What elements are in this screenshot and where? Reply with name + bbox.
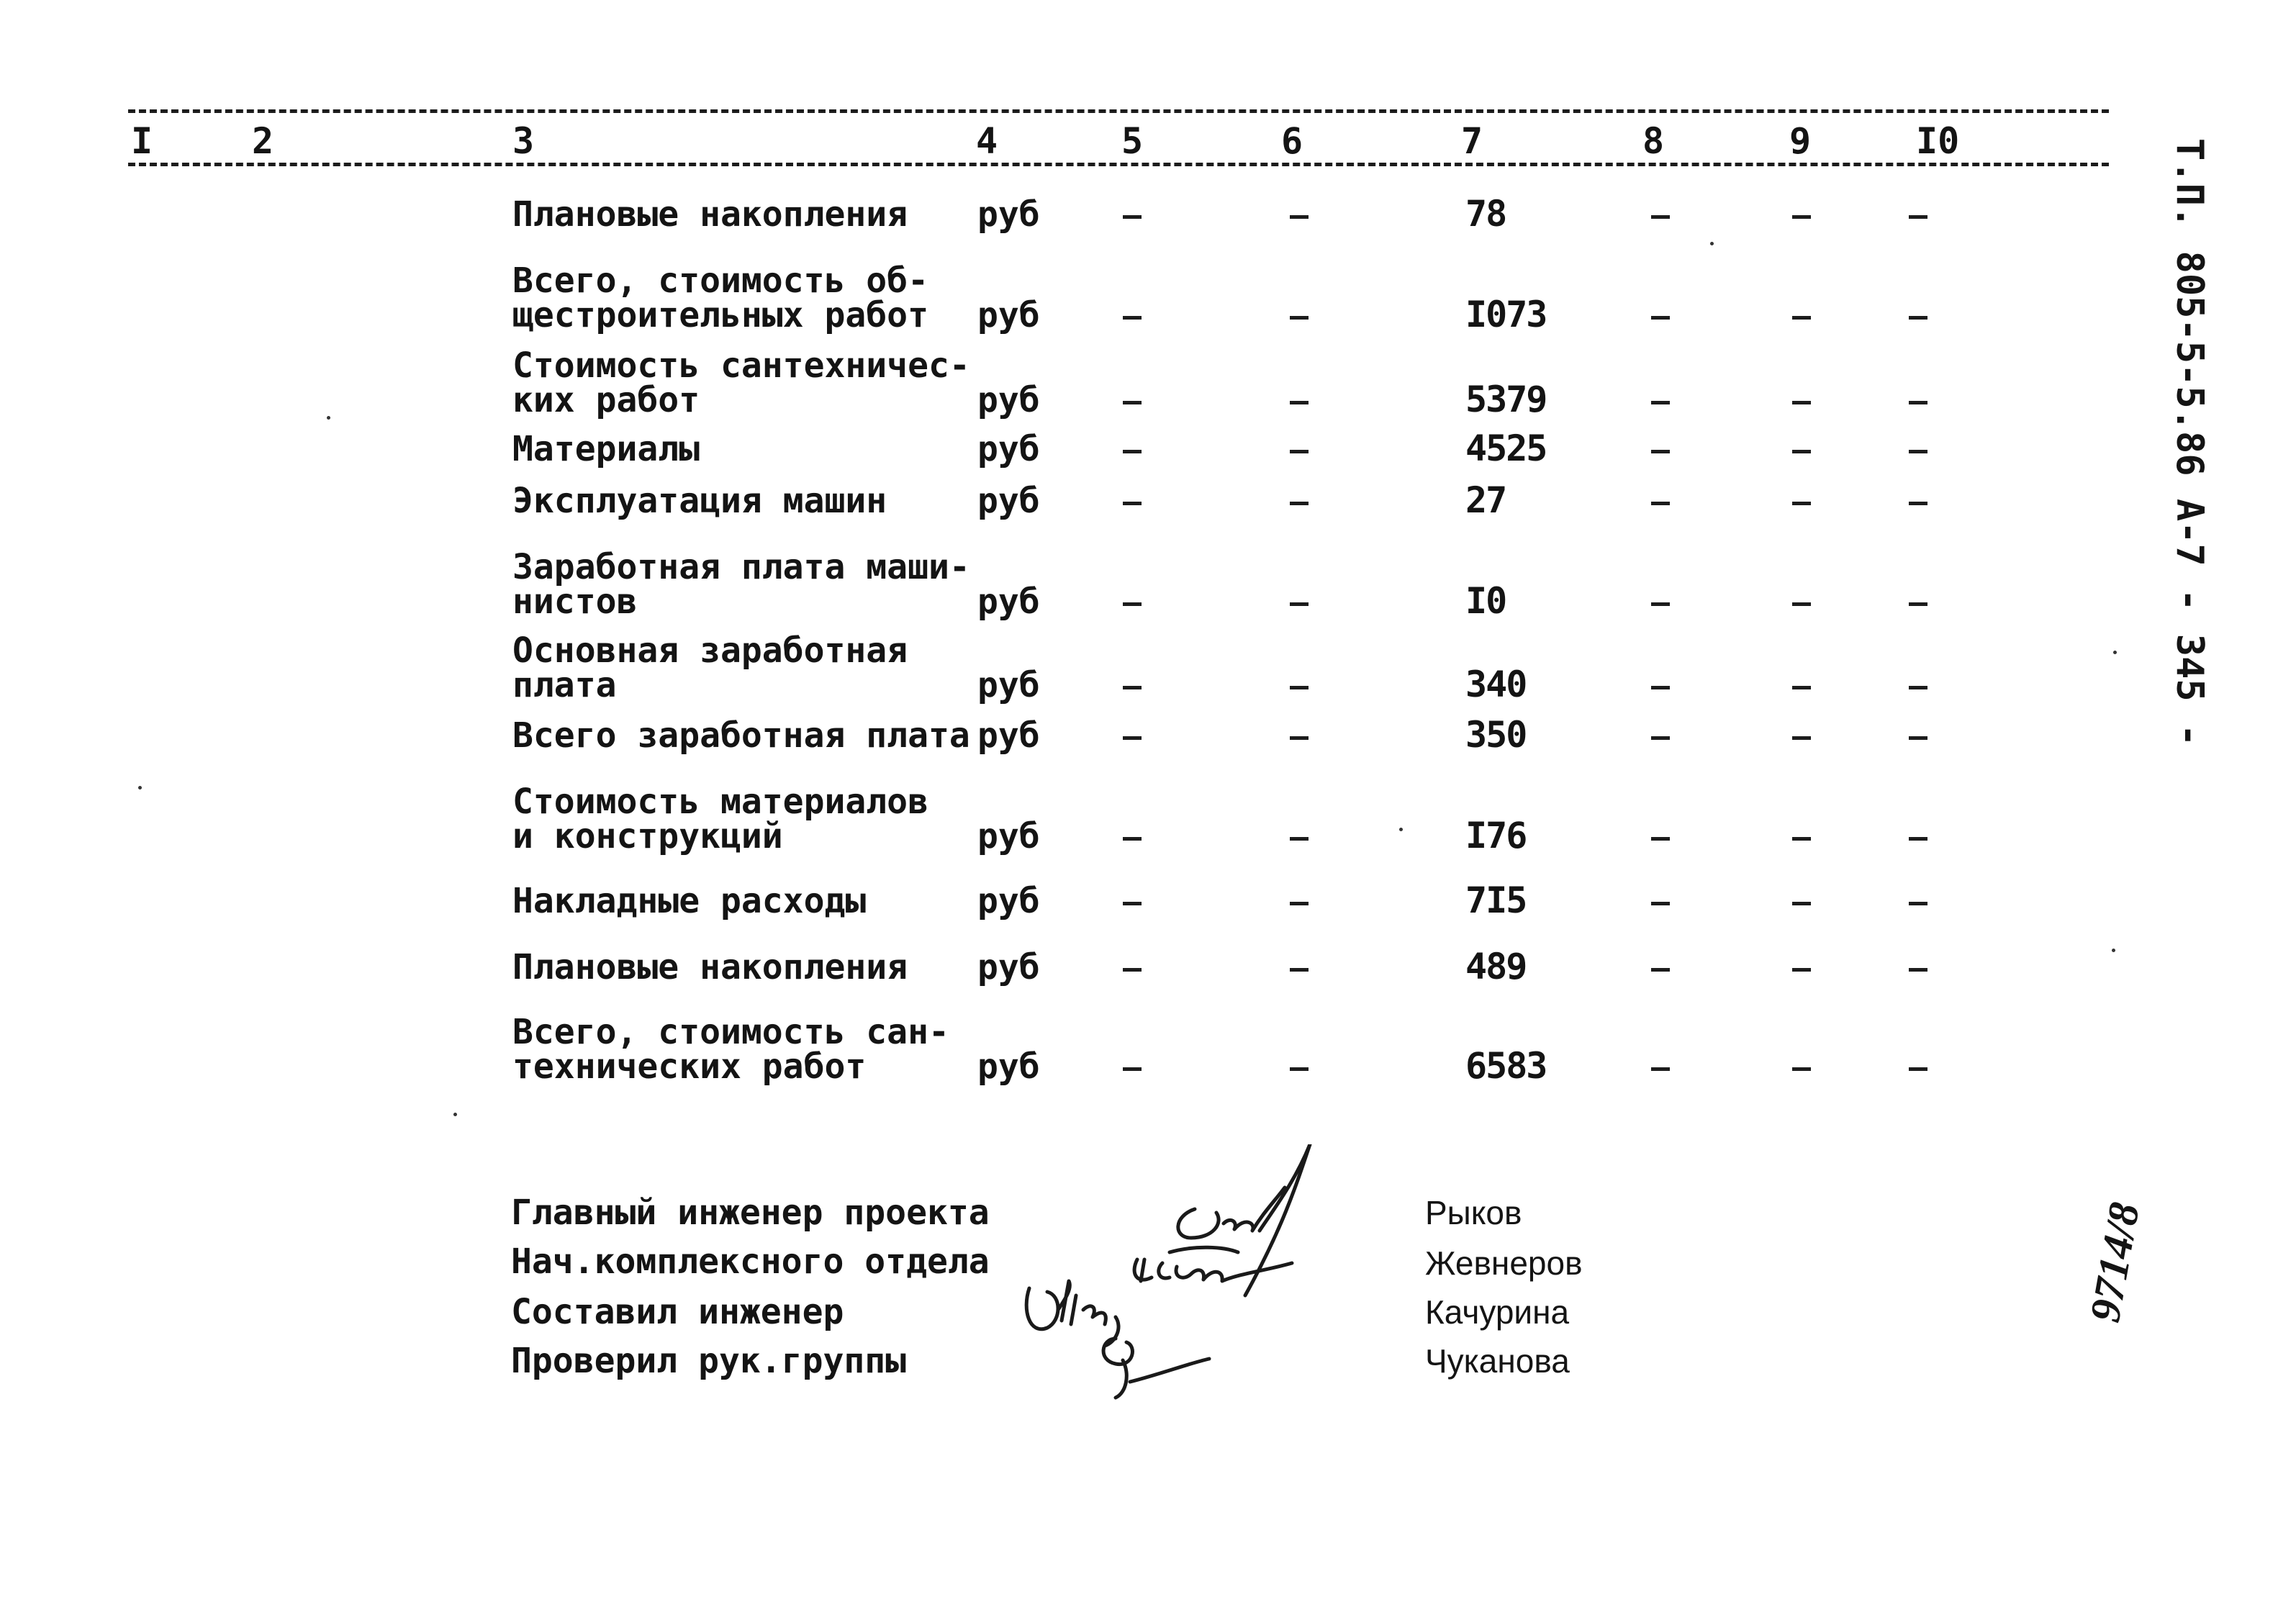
row-unit: руб — [977, 295, 1040, 335]
row-name: Накладные расходы — [512, 881, 867, 921]
empty-cell-dash — [1909, 602, 1927, 606]
row-name: Всего, стоимость об- щестроительных работ — [512, 261, 928, 335]
table-row — [0, 189, 2087, 235]
empty-cell-dash — [1909, 736, 1927, 740]
row-name: Плановые накопления — [512, 947, 908, 987]
scan-speck — [2113, 651, 2117, 654]
row-unit: руб — [977, 715, 1040, 756]
empty-cell-dash — [1651, 401, 1670, 404]
row-name: Всего, стоимость сан- технических работ — [512, 1012, 949, 1087]
column-header-10: I0 — [1916, 120, 1960, 162]
empty-cell-dash — [1290, 316, 1309, 320]
row-value: I76 — [1465, 815, 1527, 856]
signatory-name: Чуканова — [1425, 1342, 1570, 1380]
empty-cell-dash — [1123, 968, 1142, 972]
scan-speck — [138, 786, 142, 790]
empty-cell-dash — [1290, 1067, 1309, 1071]
signatory-name: Рыков — [1425, 1194, 1522, 1231]
table-row — [0, 629, 2087, 705]
empty-cell-dash — [1651, 602, 1670, 606]
row-name: Стоимость сантехничес- ких работ — [512, 345, 970, 420]
row-unit: руб — [977, 1046, 1040, 1087]
empty-cell-dash — [1123, 837, 1142, 841]
table-row — [0, 874, 2087, 921]
table-row — [0, 425, 2087, 469]
row-unit: руб — [977, 881, 1040, 921]
row-value: 6583 — [1465, 1045, 1547, 1087]
empty-cell-dash — [1792, 968, 1811, 972]
empty-cell-dash — [1123, 1067, 1142, 1071]
empty-cell-dash — [1290, 215, 1309, 219]
empty-cell-dash — [1792, 401, 1811, 404]
table-row — [0, 940, 2087, 985]
empty-cell-dash — [1792, 686, 1811, 689]
empty-cell-dash — [1651, 1067, 1670, 1071]
table-row — [0, 343, 2087, 420]
column-header-3: 3 — [512, 120, 535, 162]
empty-cell-dash — [1651, 968, 1670, 972]
empty-cell-dash — [1651, 686, 1670, 689]
empty-cell-dash — [1909, 401, 1927, 404]
header-rule-top — [128, 109, 2109, 113]
row-unit: руб — [977, 816, 1040, 856]
handwritten-signatures — [1008, 1144, 1382, 1425]
row-unit: руб — [977, 582, 1040, 622]
empty-cell-dash — [1651, 502, 1670, 505]
row-value: I0 — [1465, 580, 1506, 622]
row-name: Плановые накопления — [512, 194, 908, 235]
column-header-4: 4 — [976, 120, 998, 162]
empty-cell-dash — [1290, 837, 1309, 841]
scan-speck — [1710, 242, 1714, 245]
row-unit: руб — [977, 194, 1040, 235]
row-value: 489 — [1465, 946, 1527, 987]
row-value: 78 — [1465, 193, 1506, 235]
row-value: 340 — [1465, 664, 1527, 705]
handwritten-number: 9714/8 — [2080, 1199, 2148, 1326]
empty-cell-dash — [1123, 401, 1142, 404]
empty-cell-dash — [1909, 1067, 1927, 1071]
row-value: 350 — [1465, 714, 1527, 756]
column-header-6: 6 — [1281, 120, 1303, 162]
row-name: Всего заработная плата — [512, 715, 970, 756]
empty-cell-dash — [1290, 450, 1309, 453]
empty-cell-dash — [1909, 686, 1927, 689]
empty-cell-dash — [1123, 316, 1142, 320]
empty-cell-dash — [1909, 215, 1927, 219]
empty-cell-dash — [1909, 902, 1927, 905]
row-unit: руб — [977, 481, 1040, 521]
empty-cell-dash — [1123, 502, 1142, 505]
empty-cell-dash — [1651, 837, 1670, 841]
signature-title: Составил инженер — [511, 1292, 844, 1332]
empty-cell-dash — [1290, 686, 1309, 689]
signature-title: Нач.комплексного отдела — [511, 1241, 990, 1282]
row-value: I073 — [1465, 294, 1547, 335]
empty-cell-dash — [1909, 316, 1927, 320]
row-unit: руб — [977, 665, 1040, 705]
column-header-7: 7 — [1461, 120, 1483, 162]
table-row — [0, 544, 2087, 622]
empty-cell-dash — [1123, 602, 1142, 606]
scan-speck — [2112, 949, 2115, 952]
empty-cell-dash — [1290, 502, 1309, 505]
empty-cell-dash — [1651, 736, 1670, 740]
empty-cell-dash — [1290, 736, 1309, 740]
empty-cell-dash — [1651, 450, 1670, 453]
row-value: 7I5 — [1465, 879, 1527, 921]
column-header-9: 9 — [1789, 120, 1812, 162]
signatory-name: Жевнеров — [1425, 1244, 1583, 1282]
table-row — [0, 475, 2087, 521]
empty-cell-dash — [1792, 1067, 1811, 1071]
row-value: 4525 — [1465, 428, 1547, 469]
empty-cell-dash — [1123, 450, 1142, 453]
empty-cell-dash — [1290, 602, 1309, 606]
empty-cell-dash — [1123, 686, 1142, 689]
column-header-2: 2 — [252, 120, 274, 162]
column-header-1: I — [131, 120, 153, 162]
empty-cell-dash — [1651, 215, 1670, 219]
empty-cell-dash — [1123, 736, 1142, 740]
row-value: 27 — [1465, 479, 1506, 521]
signature-title: Главный инженер проекта — [511, 1193, 990, 1233]
empty-cell-dash — [1123, 215, 1142, 219]
row-name: Стоимость материалов и конструкций — [512, 782, 928, 856]
empty-cell-dash — [1792, 736, 1811, 740]
table-row — [0, 710, 2087, 756]
empty-cell-dash — [1792, 602, 1811, 606]
row-unit: руб — [977, 380, 1040, 420]
empty-cell-dash — [1792, 502, 1811, 505]
empty-cell-dash — [1290, 968, 1309, 972]
empty-cell-dash — [1792, 450, 1811, 453]
row-name: Эксплуатация машин — [512, 481, 887, 521]
column-header-8: 8 — [1642, 120, 1665, 162]
empty-cell-dash — [1792, 902, 1811, 905]
empty-cell-dash — [1909, 450, 1927, 453]
row-name: Заработная плата маши- нистов — [512, 547, 970, 622]
row-value: 5379 — [1465, 379, 1547, 420]
empty-cell-dash — [1792, 837, 1811, 841]
column-header-5: 5 — [1121, 120, 1144, 162]
scan-speck — [1399, 828, 1403, 831]
header-rule-bottom — [128, 163, 2109, 166]
document-code-vertical: Т.П. 805-5-5.86 А-7 - 345 - — [2168, 138, 2211, 747]
row-name: Основная заработная плата — [512, 630, 908, 705]
empty-cell-dash — [1792, 215, 1811, 219]
row-unit: руб — [977, 429, 1040, 469]
empty-cell-dash — [1651, 316, 1670, 320]
empty-cell-dash — [1290, 902, 1309, 905]
empty-cell-dash — [1651, 902, 1670, 905]
scan-speck — [453, 1113, 457, 1116]
empty-cell-dash — [1909, 968, 1927, 972]
signatory-name: Качурина — [1425, 1293, 1570, 1331]
empty-cell-dash — [1909, 837, 1927, 841]
scan-speck — [327, 416, 330, 420]
table-row — [0, 779, 2087, 854]
row-unit: руб — [977, 947, 1040, 987]
table-row — [0, 259, 2087, 335]
table-row — [0, 1008, 2087, 1087]
signature-title: Проверил рук.группы — [511, 1341, 907, 1381]
empty-cell-dash — [1792, 316, 1811, 320]
empty-cell-dash — [1909, 502, 1927, 505]
row-name: Материалы — [512, 429, 700, 469]
empty-cell-dash — [1123, 902, 1142, 905]
empty-cell-dash — [1290, 401, 1309, 404]
